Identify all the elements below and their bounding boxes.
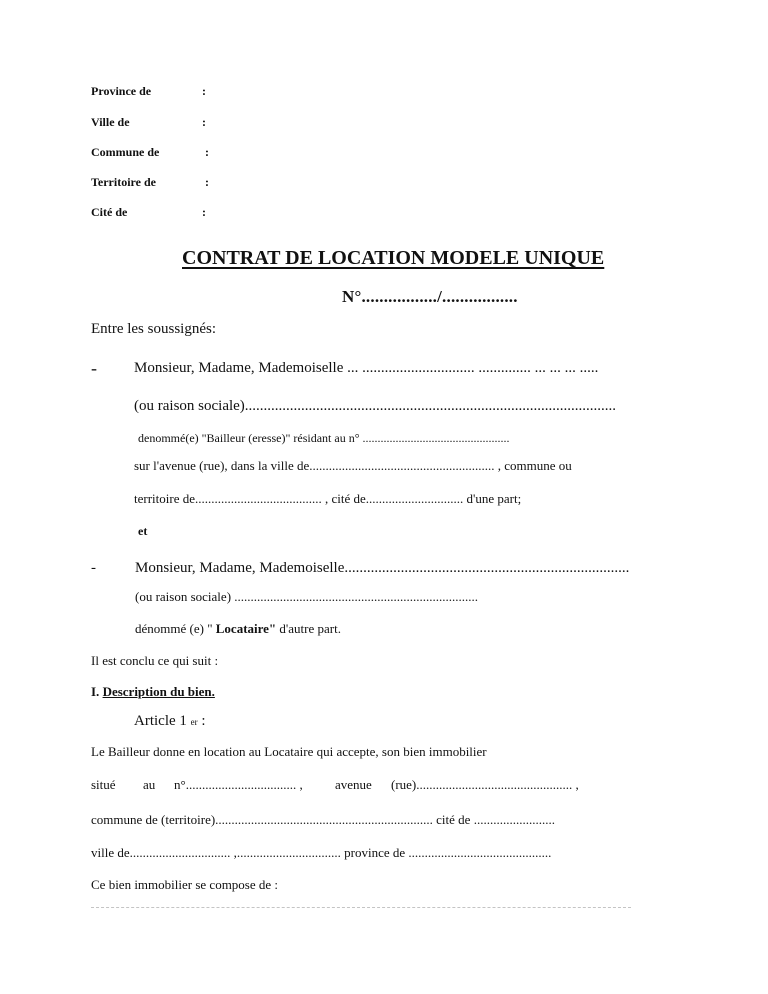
party2-denomme-role: Locataire" xyxy=(212,621,277,636)
party1-raison-sociale: (ou raison sociale)................................................................................................... xyxy=(134,398,617,414)
article-body-line3: commune de (territoire)................................................................... cité de ......................... xyxy=(91,812,555,827)
header-label-ville: Ville de xyxy=(91,115,130,129)
body-au: au xyxy=(143,777,156,792)
header-colon-commune: : xyxy=(205,145,209,159)
article-body-line1: Le Bailleur donne en location au Locataire qui accepte, son bien immobilier xyxy=(91,744,487,759)
header-colon-ville: : xyxy=(202,115,206,129)
conclusion-text: Il est conclu ce qui suit : xyxy=(91,653,219,668)
header-colon-province: : xyxy=(202,84,206,98)
party2-raison-sociale: (ou raison sociale) ........................................................................... xyxy=(135,589,479,604)
header-label-commune: Commune de xyxy=(91,145,160,159)
party1-territoire: territoire de....................................... , cité de.............................. d'une part; xyxy=(134,491,522,506)
article-heading xyxy=(134,714,206,729)
article-body-line5: Ce bien immobilier se compose de : xyxy=(91,877,279,892)
party2-denomme-prefix: dénommé (e) " xyxy=(135,621,213,636)
party2-denomme xyxy=(135,622,341,635)
header-label-province: Province de xyxy=(91,84,152,98)
intro-text: Entre les soussignés: xyxy=(91,321,216,337)
contract-number: N°................./................. xyxy=(342,287,518,306)
party1-avenue: sur l'avenue (rue), dans la ville de......................................................... , commune ou xyxy=(134,458,572,473)
header-label-cite: Cité de xyxy=(91,205,128,219)
body-situe: situé xyxy=(91,777,116,792)
party1-name-line: Monsieur, Madame, Mademoiselle ... .............................. .............. ... ... ... ..... xyxy=(134,360,599,376)
dashed-divider xyxy=(91,907,631,908)
section-title: Description du bien. xyxy=(102,684,215,699)
header-colon-cite: : xyxy=(202,205,206,219)
article-body-line4: ville de............................... ,................................ province de ............................................ xyxy=(91,845,552,860)
article-superscript: er xyxy=(190,717,198,727)
header-label-territoire: Territoire de xyxy=(91,175,156,189)
party2-name-line: Monsieur, Madame, Mademoiselle............................................................................ xyxy=(135,560,630,576)
header-colon-territoire: : xyxy=(205,175,209,189)
conjunction-et: et xyxy=(138,524,148,538)
body-avenue: avenue xyxy=(335,777,372,792)
article-colon: : xyxy=(201,713,206,729)
body-numero-field: n°.................................. , xyxy=(174,777,303,792)
party1-dash: - xyxy=(91,358,97,378)
party2-dash: - xyxy=(91,560,96,576)
section-number: I. xyxy=(91,684,103,699)
party1-denomme: denommé(e) "Bailleur (eresse)" résidant au n° ................................................. xyxy=(138,431,510,445)
body-rue-field: (rue)................................................ , xyxy=(391,777,579,792)
document-title: CONTRAT DE LOCATION MODELE UNIQUE xyxy=(182,247,605,269)
section-heading xyxy=(91,685,215,698)
article-label: Article 1 xyxy=(134,713,187,729)
party2-denomme-suffix: d'autre part. xyxy=(276,621,341,636)
